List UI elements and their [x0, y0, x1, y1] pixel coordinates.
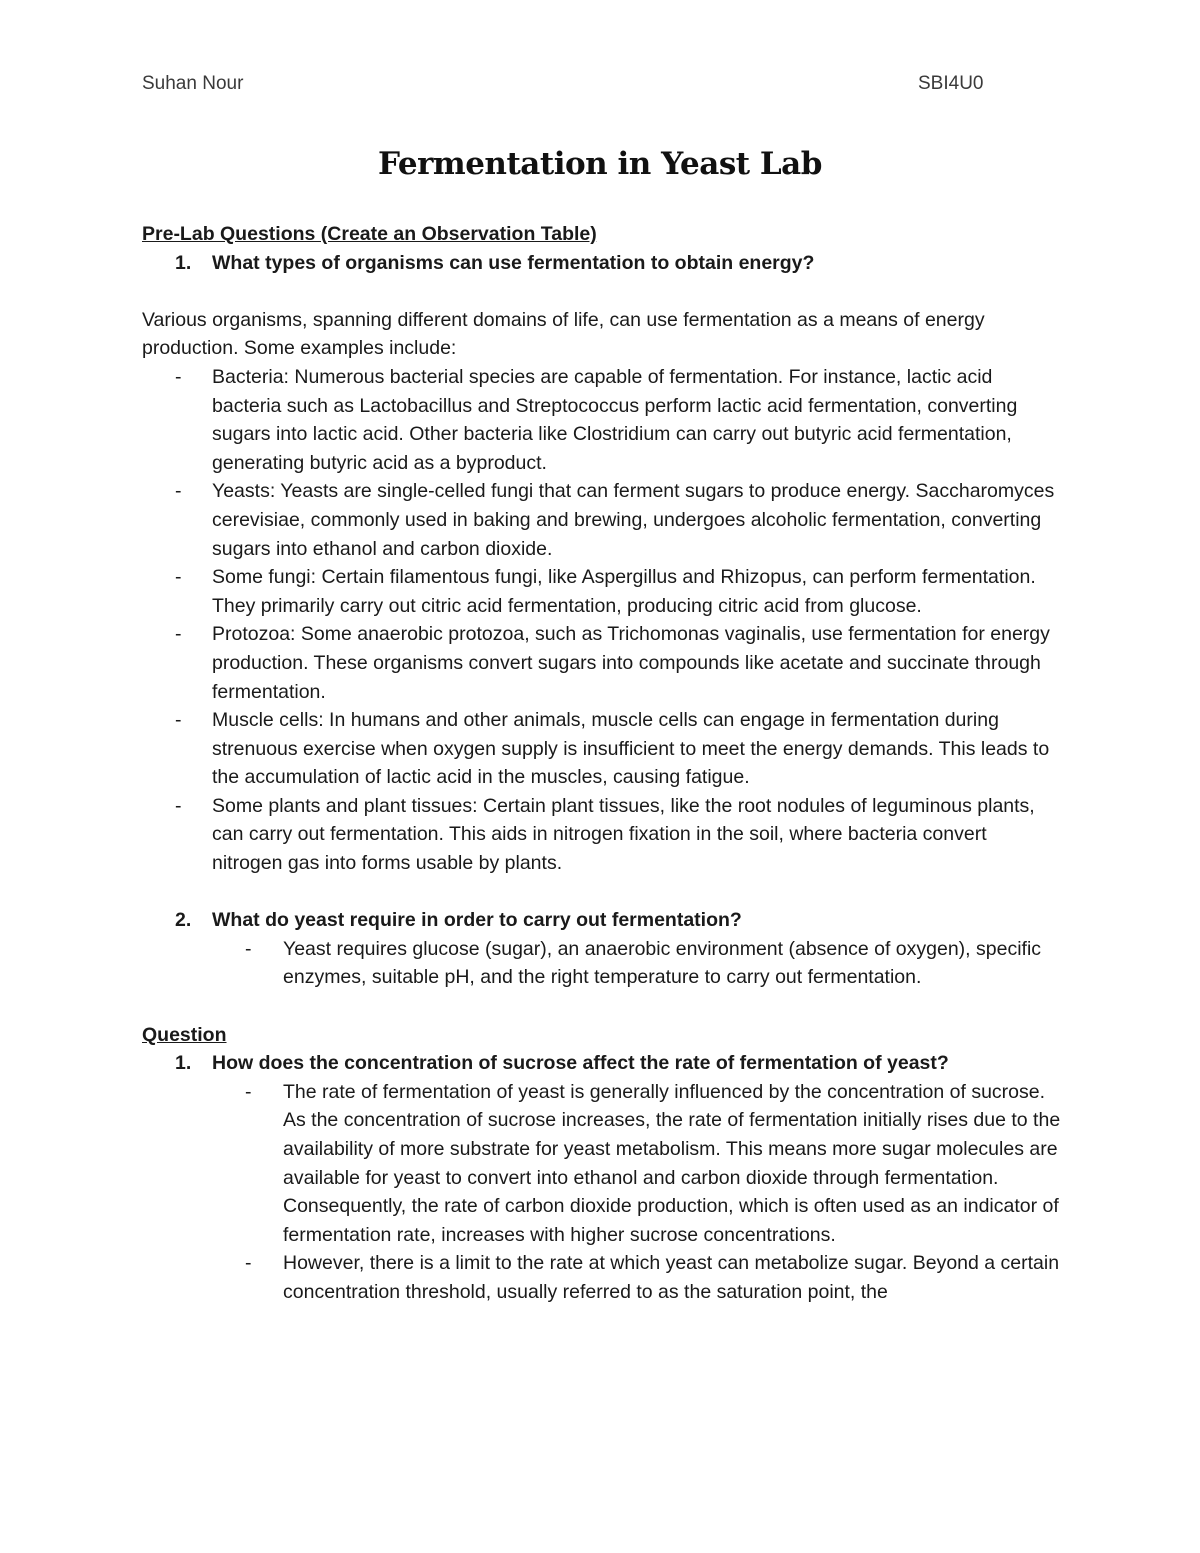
list-item	[142, 706, 1062, 792]
spacer	[142, 992, 1062, 1021]
document-body	[142, 220, 1062, 1307]
question-1	[142, 1049, 1062, 1078]
bullet-dash: -	[245, 937, 252, 960]
bullet-dash: -	[175, 365, 182, 388]
author-name: Suhan Nour	[142, 73, 244, 94]
list-item	[142, 1078, 1062, 1250]
list-item-text: However, there is a limit to the rate at which yeast can metabolize sugar. Beyond a certain concentration threshold, usually referred to as the saturation point, the	[283, 1252, 1060, 1303]
list-item-text: Yeast requires glucose (sugar), an anaerobic environment (absence of oxygen), specific enzymes, suitable pH, and the right temperature to carry out fermentation.	[283, 937, 1042, 989]
question-number: 1.	[175, 251, 192, 274]
list-item-text: Yeasts: Yeasts are single-celled fungi that can ferment sugars to produce energy. Saccharomyces cerevisiae, commonly used in baking and brewing, undergoes alcoholic fermentation, converting sugars into ethanol and carbon dioxide.	[212, 480, 1055, 560]
list-item	[142, 1249, 1062, 1306]
question-number: 1.	[175, 1052, 192, 1075]
list-item-text: Some plants and plant tissues: Certain plant tissues, like the root nodules of leguminous plants, can carry out fermentation. This aids in nitrogen fixation in the soil, where bacteria convert nitrogen gas into forms usable by plants.	[212, 794, 1035, 875]
list-item-text: Some fungi: Certain filamentous fungi, like Aspergillus and Rhizopus, can perform fermentation. They primarily carry out citric acid fermentation, producing citric acid from glucose.	[212, 566, 1036, 617]
prelab-question-1	[142, 249, 1062, 278]
page-title: Fermentation in Yeast Lab	[378, 146, 822, 182]
question-text: What do yeast require in order to carry out fermentation?	[212, 909, 742, 932]
bullet-dash: -	[175, 794, 182, 817]
question-text: What types of organisms can use fermentation to obtain energy?	[212, 251, 815, 274]
bullet-dash: -	[245, 1252, 252, 1275]
bullet-dash: -	[175, 623, 182, 646]
list-item	[142, 935, 1062, 992]
prelab-heading: Pre-Lab Questions (Create an Observation Table)	[142, 223, 597, 245]
list-item	[142, 477, 1062, 563]
list-item	[142, 563, 1062, 620]
list-item-text: Bacteria: Numerous bacterial species are capable of fermentation. For instance, lactic acid bacteria such as Lactobacillus and Streptococcus perform lactic acid fermentation, converting sugars into lactic acid. Other bacteria like Clostridium can carry out butyric acid fermentation, generating butyric acid as a byproduct.	[212, 365, 1018, 474]
bullet-dash: -	[175, 709, 182, 732]
spacer	[142, 878, 1062, 907]
bullet-dash: -	[245, 1080, 252, 1103]
question-heading: Question	[142, 1023, 227, 1046]
course-code: SBI4U0	[918, 73, 984, 94]
bullet-dash: -	[175, 566, 182, 589]
list-item	[142, 620, 1062, 706]
list-item-text: Protozoa: Some anaerobic protozoa, such as Trichomonas vaginalis, use fermentation for energy production. These organisms convert sugars into compounds like acetate and succinate through fermentation.	[212, 623, 1050, 703]
bullet-dash: -	[175, 480, 182, 503]
list-item	[142, 363, 1062, 477]
intro-paragraph: Various organisms, spanning different domains of life, can use fermentation as a means of energy production. Some examples include:	[142, 308, 985, 360]
list-item	[142, 792, 1062, 878]
list-item-text: Muscle cells: In humans and other animals, muscle cells can engage in fermentation during strenuous exercise when oxygen supply is insufficient to meet the energy demands. This leads to the accumulation of lactic acid in the muscles, causing fatigue.	[212, 709, 1050, 789]
list-item-text: The rate of fermentation of yeast is generally influenced by the concentration of sucrose. As the concentration of sucrose increases, the rate of fermentation initially rises due to the availability of more substrate for yeast metabolism. This means more sugar molecules are available for yeast to convert into ethanol and carbon dioxide through fermentation. Consequently, the rate of carbon dioxide production, which is often used as an indicator of fermentation rate, increases with higher sucrose concentrations.	[283, 1080, 1061, 1246]
question-text: How does the concentration of sucrose affect the rate of fermentation of yeast?	[212, 1052, 949, 1075]
spacer	[142, 277, 1062, 306]
prelab-question-2	[142, 906, 1062, 935]
question-number: 2.	[175, 909, 192, 932]
